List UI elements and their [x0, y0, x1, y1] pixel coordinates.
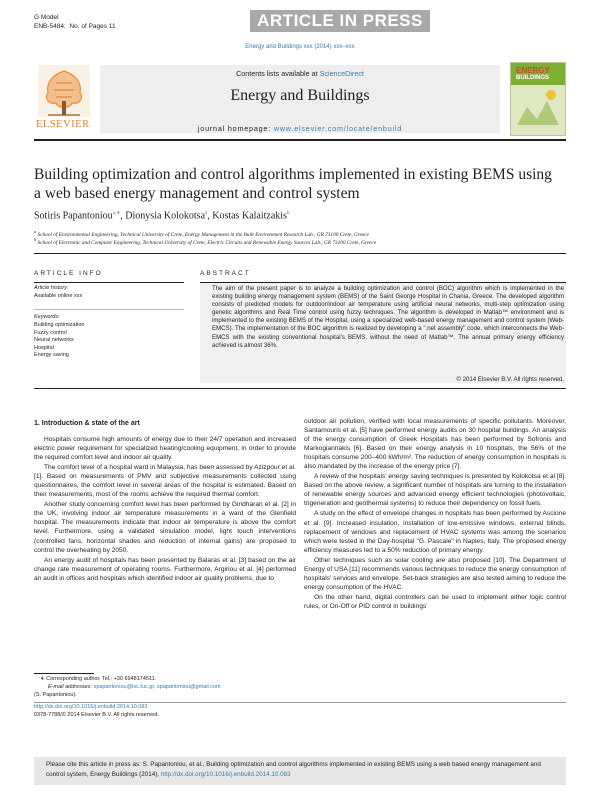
left-column: [34, 435, 296, 584]
body-paragraph: outdoor air pollution, verified with local measurements of specific pollutants. Moreover, Santamouris et al. [5] have performed energy audits on 30 hospital buildings. An analysis of the energy consumption of Greek Hospitals has been performed by Sofronis and Markogiannakis [6]. Based on their energy analysis in 10 hospitals, the 56% of the hospitals consume 200–400 kWh/m². The reduction of energy consumption in hospitals is also mandated by the increase of the energy price [7].: [304, 418, 566, 471]
elsevier-logo[interactable]: [34, 63, 94, 133]
author-3-affil[interactable]: b: [286, 211, 290, 216]
section-1-heading: 1. Introduction & state of the art: [34, 420, 140, 427]
pages-label: No. of Pages 11: [69, 23, 116, 30]
keywords-rule: [34, 309, 184, 310]
masthead-rule: [34, 139, 566, 141]
affiliation-b-text: School of Electronic and Computer Engineering, Technical University of Crete, Electric Circuits and Renewable Energy Sources Lab., GR 73100 Crete, Greece: [37, 239, 377, 246]
affiliation-b-mark: b: [34, 237, 37, 242]
elsevier-wordmark: ELSEVIER: [36, 119, 90, 130]
sciencedirect-link[interactable]: ScienceDirect: [319, 69, 364, 78]
body-paragraph: A review of the hospitals' energy saving techniques is presented by Kolokotsa et al [8]. Based on the above review, a significant number of hospitals are turning to the installation of renewable energy sources and advanced energy efficient technologies (photovoltaic, trigeneration and geothermal systems) to reduce their dependency on fossil fuels.: [304, 473, 566, 508]
doi-link[interactable]: http://dx.doi.org/10.1016/j.enbuild.2014.10.083: [34, 704, 148, 710]
keywords-label: Keywords:: [34, 314, 60, 320]
email-label: E-mail addresses:: [48, 684, 93, 690]
journal-citation-link[interactable]: Energy and Buildings xxx (2014) xxx–xxx: [245, 44, 355, 50]
body-paragraph: On the other hand, digital controllers can be used to implement either logic control rules, or On-Off or PID control in buildings': [304, 593, 566, 610]
author-list: Sotiris Papantoniou$^{a,∗}$, Dionysia Kolokotsa$^a$, Kostas Kalaitzakis$^b$: [34, 210, 290, 222]
body-paragraph: The comfort level of a hospital ward in Malaysia, has been assessed by Azizpour et al. [1]. Based on measurements of PMV and subjective measurements collected using questionnaires, the comfort level in several areas of the hospital is estimated. Based on their measurements, most of the rooms achieve the required thermal comfort.: [34, 464, 296, 499]
keyword-5: Energy saving: [34, 352, 69, 358]
article-info-rule: [34, 282, 184, 283]
email-line: [48, 684, 221, 692]
title-rule: [34, 253, 566, 254]
body-paragraph: A study on the effect of envelope changes in hospitals has been performed by Ascione et al. [9]. Increased insulation, installation of low-emissive windows, external blinds, replacement of windows and replacement of HVAC systems was among the scenarios which were tested in the Day-hospital "G. Pascale" in Naples, Italy. The proposed energy efficiency measures led to a 50% reduction of primary energy.: [304, 510, 566, 554]
right-column: [304, 417, 566, 612]
email-links[interactable]: spapantoniou@isc.tuc.gr, spapantoniou@gmail.com: [93, 684, 221, 690]
body-paragraph: Hospitals consume high amounts of energy due to their 24/7 operation and increased electric power requirement for specialized heating/cooling equipment, in order to provide the required comfort level and indoor air quality.: [34, 436, 296, 462]
article-code: [34, 23, 116, 31]
author-2[interactable]: Dionysia Kolokotsa: [125, 210, 206, 222]
affiliation-a-mark: a: [34, 229, 37, 234]
abstract-heading: ABSTRACT: [200, 270, 251, 277]
abstract-bottom-rule: [34, 388, 566, 389]
cite-box-link[interactable]: http://dx.doi.org/10.1016/j.enbuild.2014.10.083: [160, 770, 291, 778]
author-3[interactable]: Kostas Kalaitzakis: [212, 210, 287, 222]
body-paragraph: Other techniques such as solar cooling are also proposed [10]. The Department of Energy of USA [11] recommends various techniques to reduce the energy consumption of hospitals' services and envelope. Set-back strategies are also tested aiming to reduce the energy consumption of the HVAC.: [304, 556, 566, 591]
cover-title-line2: BUILDINGS: [516, 75, 549, 81]
affiliation-b: [34, 236, 376, 247]
article-info-heading: ARTICLE INFO: [34, 270, 103, 277]
article-history-value: Available online xxx: [34, 293, 83, 299]
footnote-bottom-rule: [34, 702, 566, 703]
cite-box-text: [46, 760, 558, 779]
journal-name: Energy and Buildings: [230, 87, 370, 104]
body-paragraph: An energy audit of hospitals has been presented by Balaras et al. [3] based on the air change rate measurement of operating rooms. Furthermore, Argiriou et al. [4] performed an audit in offices and hospitals which identified indoor air quality problems, due to: [34, 556, 296, 582]
keyword-3: Neural networks: [34, 337, 74, 343]
cover-title-line1: ENERGY: [516, 66, 550, 75]
doi-line: [34, 704, 147, 712]
author-name-note: (S. Papantoniou).: [34, 692, 77, 698]
body-paragraph: Another study concerning comfort level has been performed by Giridharan et al. [2] in the UK, involving indoor air temperature measurements in a ward of the Glenfield hospital. The measurements indicate that indoor air temperature is above the comfort level. Furthermore, using a validated simulation model, light touch interventions (controlled fans, horizontal shades and reduction of internal gains) are proposed to control the overheating by 2050.: [34, 501, 296, 554]
keyword-1: Building optimization: [34, 322, 85, 328]
author-2-affil[interactable]: a: [205, 211, 208, 216]
article-code-label: ENB-5484;: [34, 23, 66, 30]
issn-line: 0378-7788/© 2014 Elsevier B.V. All rights reserved.: [34, 712, 159, 718]
article-title: Building optimization and control algorithms implemented in existing BEMS using a web based energy management and control system: [34, 166, 552, 202]
contents-prefix: Contents lists available at: [236, 69, 318, 78]
author-1[interactable]: Sotiris Papantoniou: [34, 210, 113, 222]
article-history-label: Article history:: [34, 285, 69, 291]
homepage-line: [100, 124, 500, 133]
homepage-link[interactable]: www.elsevier.com/locate/enbuild: [273, 124, 403, 133]
contents-line: [100, 69, 500, 78]
abstract-copyright: © 2014 Elsevier B.V. All rights reserved.: [456, 376, 564, 383]
model-label: G Model: [34, 14, 59, 21]
footnote-rule: [34, 673, 94, 674]
article-in-press-banner: ARTICLE IN PRESS: [250, 10, 430, 32]
homepage-prefix: journal homepage:: [197, 124, 272, 133]
journal-cover-thumbnail[interactable]: [510, 62, 566, 136]
keyword-2: Fuzzy control: [34, 329, 67, 336]
abstract-text: The aim of the present paper is to analyze a building optimization and control (BOC) algorithm which is implemented in the existing building energy management system (BEMS) of the Saint George Hospital in Chania, Greece. The developed algorithm consists of predicted models for outdoor/indoor air temperature using artificial neural networks, multi-step optimization using genetic algorithms and Real Time control using fuzzy techniques. The algorithm is developed in Matlab™ environment and is implemented to the existing BEMS of the Hospital, using a specialized web-based energy management and control system (Web-EMCS). The implementation of the BOC algorithm is realized by developing a ".net assembly" code, which interconnects the Web-EMCS with the existing conventional hospital's BEMS, without the need of Matlab™. The annual primary energy efficiency achieved is almost 36%.: [212, 285, 564, 349]
corresponding-author-note: ∗ Corresponding author. Tel.: +30 6948174511.: [40, 676, 157, 682]
affiliation-a-text: School of Environmental Engineering, Technical University of Crete, Energy Management in the Built Environment Research Lab., GR 73100 Crete, Greece: [37, 231, 370, 238]
author-1-affil[interactable]: a,∗: [112, 211, 121, 216]
cite-box-prefix: Please cite this article in press as: S. Papantoniou, et al., Building optimization and control algorithms implemented in existing BEMS using a web based energy management and control system, Energy Buildings (2014),: [46, 761, 541, 778]
keyword-4: Hospital: [34, 344, 54, 351]
cover-art-icon: [511, 85, 565, 135]
